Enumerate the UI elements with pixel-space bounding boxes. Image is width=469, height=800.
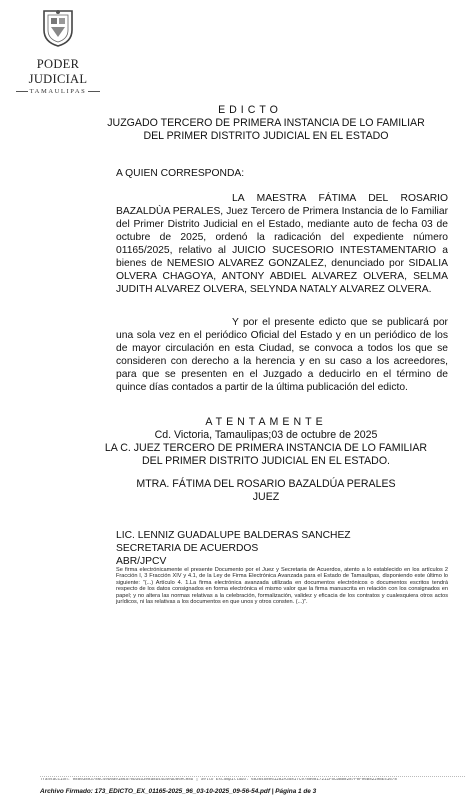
edict-heading: EDICTO: [218, 104, 282, 116]
secretary-title: SECRETARIA DE ACUERDOS: [116, 543, 259, 554]
place-date: Cd. Victoria, Tamaulipas;03 de octubre de 2025: [154, 429, 378, 441]
logo-subtitle-text: TAMAULIPAS: [29, 88, 87, 95]
transaction-info: Transacción: 98803893786c4eb0ae186af0bd4b3e8a8b44d4edb86ec08b | Sello Estampillado: 6836458061282A35817C97880817211F5CDBB8287F0F96B8229BE41678: [40, 778, 397, 782]
salutation: A QUIEN CORRESPONDA:: [116, 168, 245, 179]
secretary-name: LIC. LENNIZ GUADALUPE BALDERAS SANCHEZ: [116, 530, 351, 541]
court-line-1: JUZGADO TERCERO DE PRIMERA INSTANCIA DE LO FAMILIAR: [107, 117, 425, 129]
paragraph-1: LA MAESTRA FÁTIMA DEL ROSARIO BAZALDÙA PERALES, Juez Tercero de Primera Instancia de lo Familiar del Primer Distrito Judicial en el Estado, mediante auto de fecha 03 de octubre de 2025, ordenó la radicación del expediente número 01165/2025, relativo al JUICIO SUCESORIO INTESTAMENTARIO a bienes de NEMESIO ALVAREZ GONZALEZ, denunciado por SIDALIA OLVERA CHAGOYA, ANTONY ABDIEL ALVAREZ OLVERA, SELMA JUDITH ALVAREZ OLVERA, SELYNDA NATALY ALVAREZ OLVERA.: [116, 193, 448, 295]
signature-line-1: LA C. JUEZ TERCERO DE PRIMERA INSTANCIA DE LO FAMILIAR: [104, 442, 428, 454]
judge-title: JUEZ: [252, 491, 280, 503]
poder-judicial-logo: [10, 8, 106, 95]
court-line-2: DEL PRIMER DISTRITO JUDICIAL EN EL ESTADO: [143, 130, 389, 142]
paragraph-2: Y por el presente edicto que se publicará por una sola vez en el periódico Oficial del Estado y en un periódico de los de mayor circulación en esta Ciudad, se convoca a todos los que se consideren con derecho a la herencia y en su caso a los acreedores, para que se presenten en el Juzgado a deducirlo en el término de quince días contados a partir de la última publicación del edicto.: [116, 317, 448, 393]
judge-name: MTRA. FÁTIMA DEL ROSARIO BAZALDÚA PERALES: [136, 478, 396, 490]
logo-title: PODER JUDICIAL: [28, 57, 88, 86]
atentamente-label: ATENTAMENTE: [205, 416, 327, 428]
electronic-signature-note: Se firma electrónicamente el presente Documento por el Juez y Secretaria de Acuerdos, atento a lo establecido en los artículos 2 Fracción I, 3 Fracción XIV y 4.1, de la Ley de Firma Electrónica Avanzada para el Estado de Tamaulipas, disponiendo este último lo siguiente: “(...) Artículo 4. 1.La firma electrónica avanzada utilizada en documentos electrónicos o documentos escritos tendrá respecto de los datos consignados en forma electrónica el mismo valor que la firma manuscrita en relación con los consignados en papel; y no altera las normas relativas a la celebración, formalización, validez y eficacia de los contratos y cualesquiera otros actos jurídicos, ni las relativas a los documentos en que unos y otros consten. (...)”.: [116, 567, 448, 606]
initials: ABR/JPCV: [116, 556, 167, 567]
footer-divider: [40, 776, 465, 777]
coat-of-arms-icon: [40, 8, 76, 48]
signed-file-info: Archivo Firmado: 173_EDICTO_EX_01165-2025_96_03-10-2025_09-56-54.pdf | Página 1 de 3: [40, 788, 317, 795]
logo-subtitle: [10, 88, 106, 95]
signature-line-2: DEL PRIMER DISTRITO JUDICIAL EN EL ESTADO.: [141, 455, 390, 467]
